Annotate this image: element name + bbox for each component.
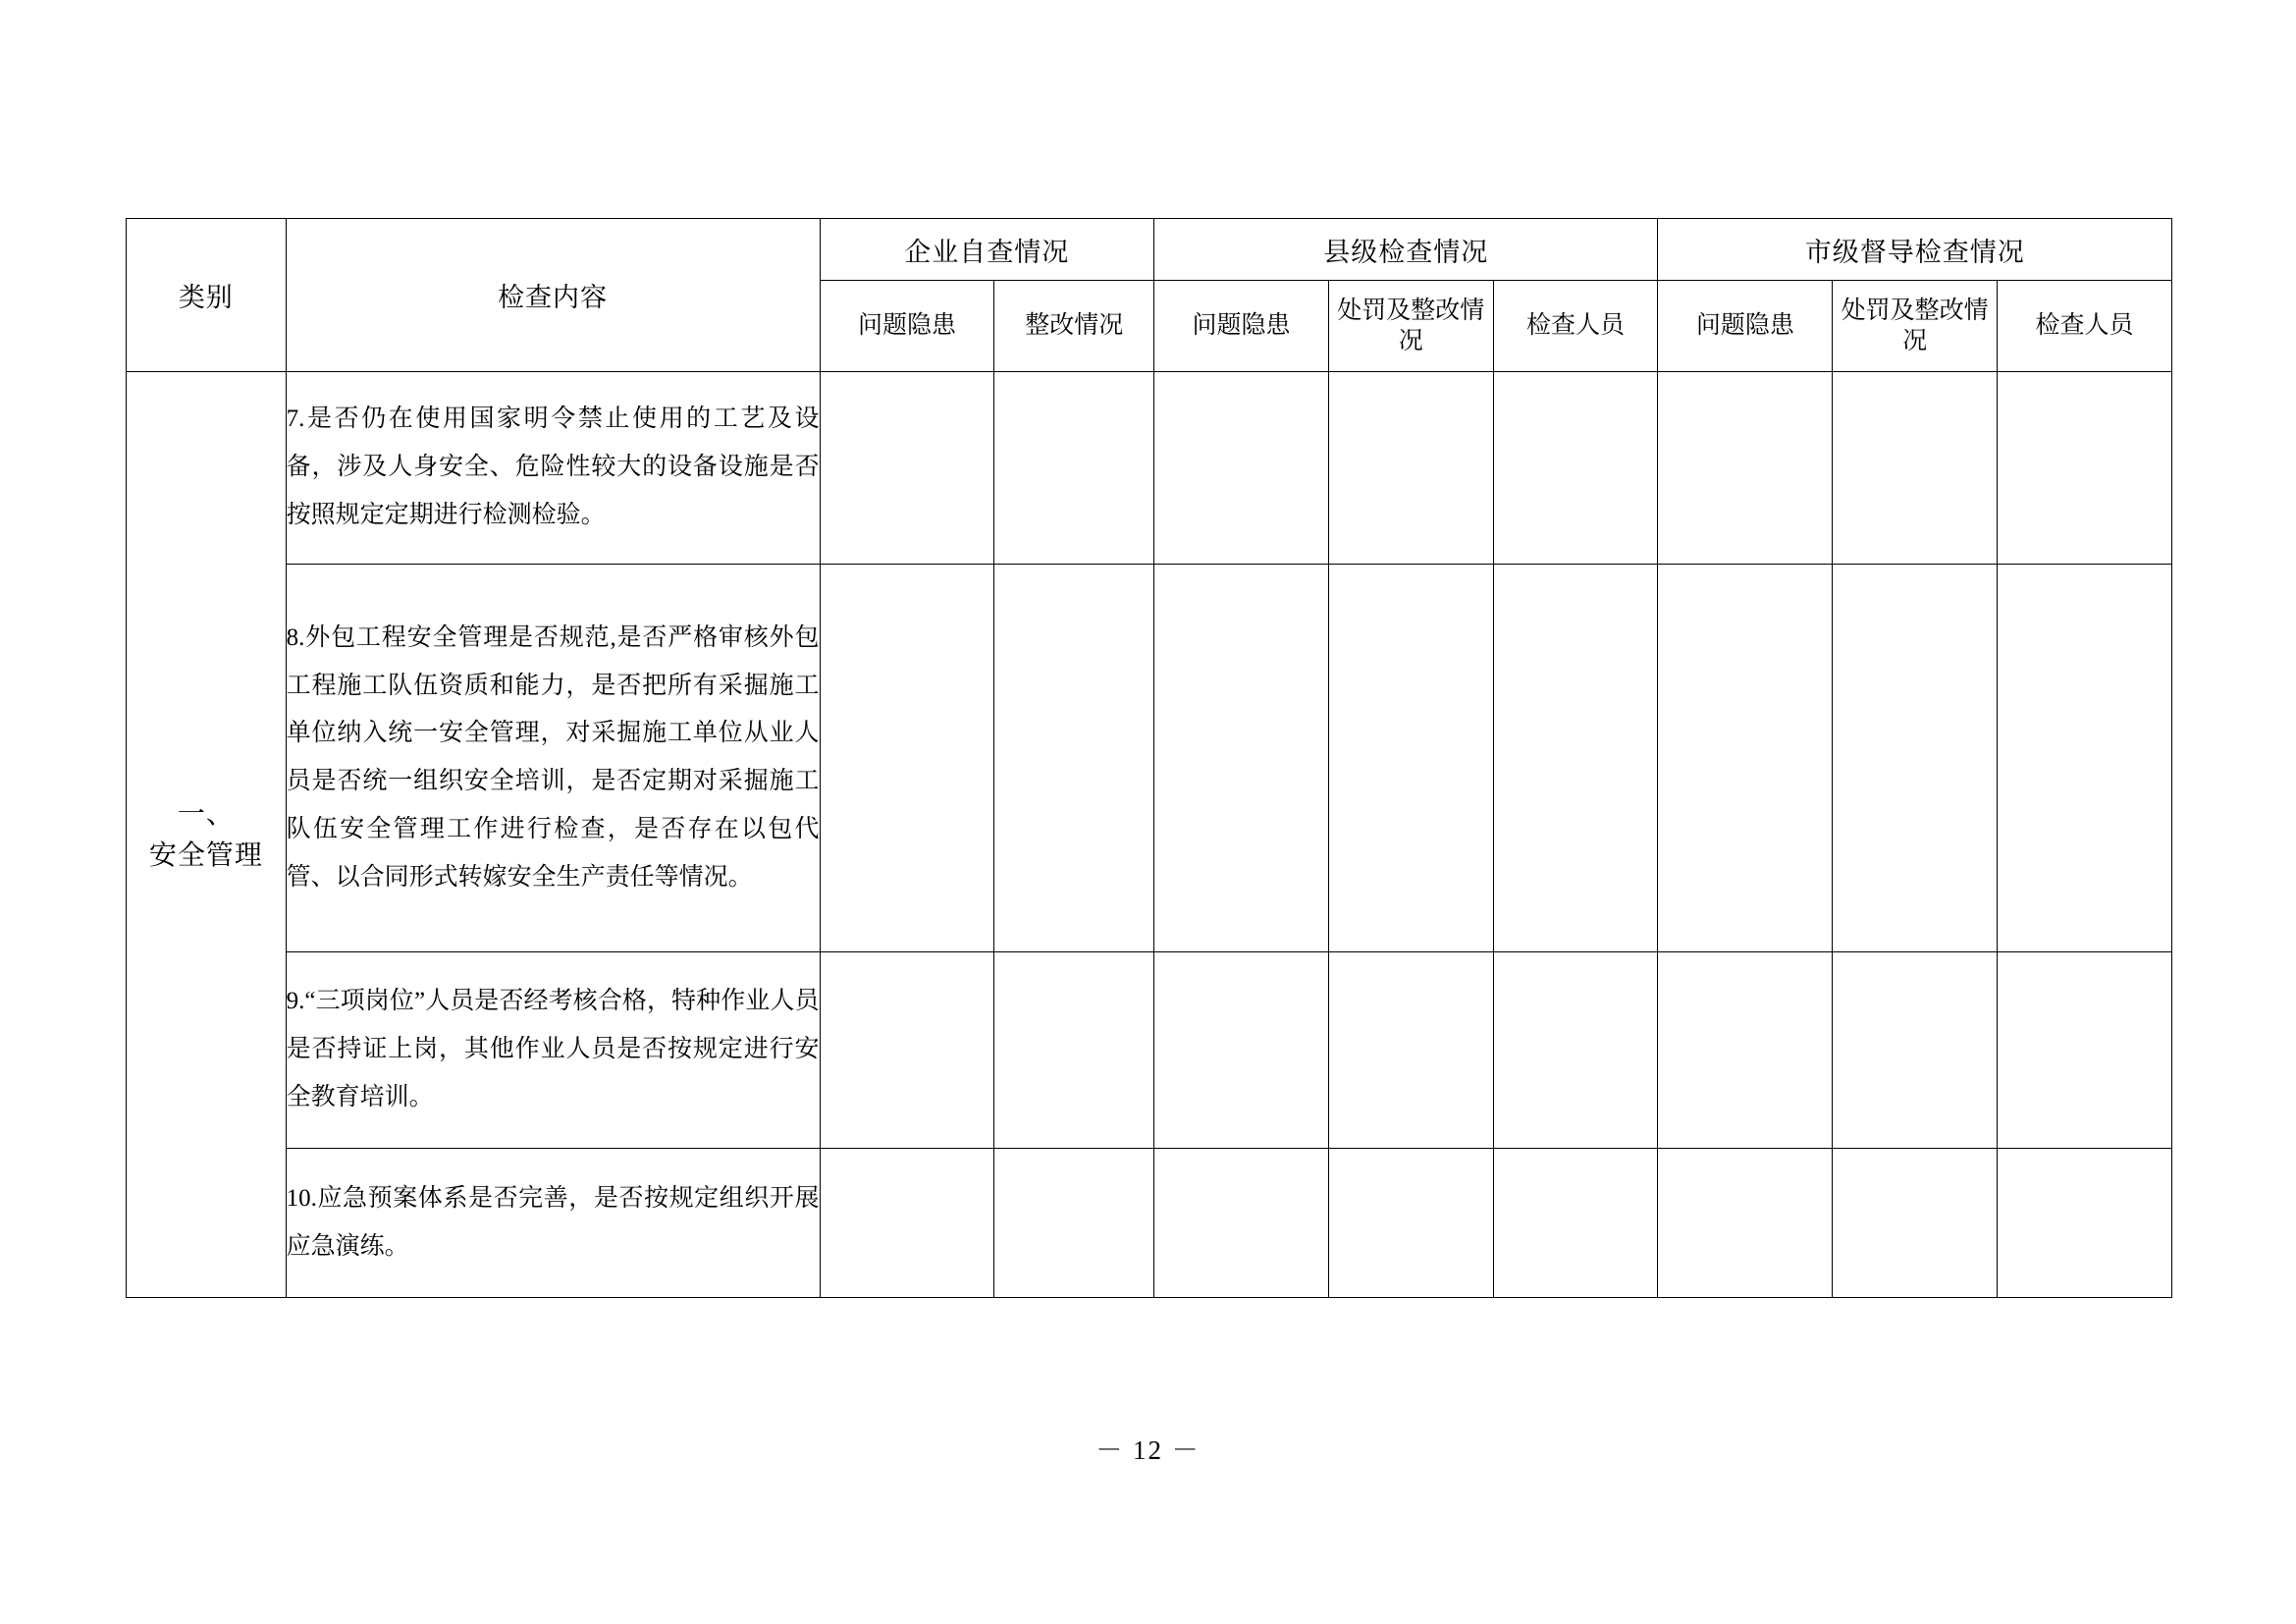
cell-enterprise-issues-9[interactable] xyxy=(820,952,994,1149)
inspection-checklist xyxy=(126,218,2172,1298)
cell-enterprise-issues-8[interactable] xyxy=(820,565,994,952)
cell-county-inspector-8[interactable] xyxy=(1493,565,1658,952)
header-city-inspector: 检查人员 xyxy=(1998,281,2172,372)
page-number: － 12 － xyxy=(1095,1435,1201,1465)
header-city-issues: 问题隐患 xyxy=(1658,281,1833,372)
header-content: 检查内容 xyxy=(286,219,820,372)
cell-enterprise-issues-7[interactable] xyxy=(820,372,994,565)
cell-city-issues-9[interactable] xyxy=(1658,952,1833,1149)
header-county-issues: 问题隐患 xyxy=(1154,281,1329,372)
cell-county-issues-8[interactable] xyxy=(1154,565,1329,952)
header-group-county: 县级检查情况 xyxy=(1154,219,1658,281)
cell-county-penalty-7[interactable] xyxy=(1328,372,1493,565)
cell-city-inspector-9[interactable] xyxy=(1998,952,2172,1149)
cell-county-issues-9[interactable] xyxy=(1154,952,1329,1149)
category-safety-management xyxy=(127,372,287,1298)
cell-county-inspector-7[interactable] xyxy=(1493,372,1658,565)
header-county-penalty-rectification: 处罚及整改情况 xyxy=(1328,281,1493,372)
cell-county-inspector-9[interactable] xyxy=(1493,952,1658,1149)
cell-county-penalty-9[interactable] xyxy=(1328,952,1493,1149)
row-content-8: 8.外包工程安全管理是否规范,是否严格审核外包工程施工队伍资质和能力，是否把所有采掘施工单位纳入统一安全管理，对采掘施工单位从业人员是否统一组织安全培训，是否定期对采掘施工队伍安全管理工作进行检查，是否存在以包代管、以合同形式转嫁安全生产责任等情况。 xyxy=(286,565,820,952)
row-content-7: 7.是否仍在使用国家明令禁止使用的工艺及设备，涉及人身安全、危险性较大的设备设施是否按照规定定期进行检测检验。 xyxy=(286,372,820,565)
cell-county-issues-10[interactable] xyxy=(1154,1149,1329,1298)
cell-enterprise-issues-10[interactable] xyxy=(820,1149,994,1298)
table-row xyxy=(127,1149,2172,1298)
cell-enterprise-rectification-9[interactable] xyxy=(994,952,1154,1149)
cell-city-issues-7[interactable] xyxy=(1658,372,1833,565)
category-line-2: 安全管理 xyxy=(148,839,263,870)
row-content-9: 9.“三项岗位”人员是否经考核合格，特种作业人员是否持证上岗，其他作业人员是否按规定进行安全教育培训。 xyxy=(286,952,820,1149)
cell-city-inspector-7[interactable] xyxy=(1998,372,2172,565)
header-enterprise-rectification: 整改情况 xyxy=(994,281,1154,372)
cell-county-inspector-10[interactable] xyxy=(1493,1149,1658,1298)
header-group-city: 市级督导检查情况 xyxy=(1658,219,2172,281)
cell-city-penalty-9[interactable] xyxy=(1833,952,1998,1149)
table-row xyxy=(127,952,2172,1149)
cell-city-issues-10[interactable] xyxy=(1658,1149,1833,1298)
header-group-enterprise: 企业自查情况 xyxy=(820,219,1154,281)
table-row xyxy=(127,372,2172,565)
table-header-row-top xyxy=(127,219,2172,281)
cell-city-penalty-8[interactable] xyxy=(1833,565,1998,952)
cell-city-penalty-7[interactable] xyxy=(1833,372,1998,565)
cell-county-issues-7[interactable] xyxy=(1154,372,1329,565)
header-category: 类别 xyxy=(127,219,287,372)
cell-enterprise-rectification-8[interactable] xyxy=(994,565,1154,952)
row-content-10: 10.应急预案体系是否完善，是否按规定组织开展应急演练。 xyxy=(286,1149,820,1298)
cell-city-inspector-8[interactable] xyxy=(1998,565,2172,952)
cell-enterprise-rectification-10[interactable] xyxy=(994,1149,1154,1298)
cell-city-inspector-10[interactable] xyxy=(1998,1149,2172,1298)
header-enterprise-issues: 问题隐患 xyxy=(820,281,994,372)
cell-enterprise-rectification-7[interactable] xyxy=(994,372,1154,565)
cell-county-penalty-10[interactable] xyxy=(1328,1149,1493,1298)
header-county-inspector: 检查人员 xyxy=(1493,281,1658,372)
cell-city-issues-8[interactable] xyxy=(1658,565,1833,952)
cell-county-penalty-8[interactable] xyxy=(1328,565,1493,952)
header-city-penalty-rectification: 处罚及整改情况 xyxy=(1833,281,1998,372)
table-row xyxy=(127,565,2172,952)
cell-city-penalty-10[interactable] xyxy=(1833,1149,1998,1298)
checklist-table xyxy=(126,218,2172,1298)
category-line-1: 一、 xyxy=(177,798,235,829)
